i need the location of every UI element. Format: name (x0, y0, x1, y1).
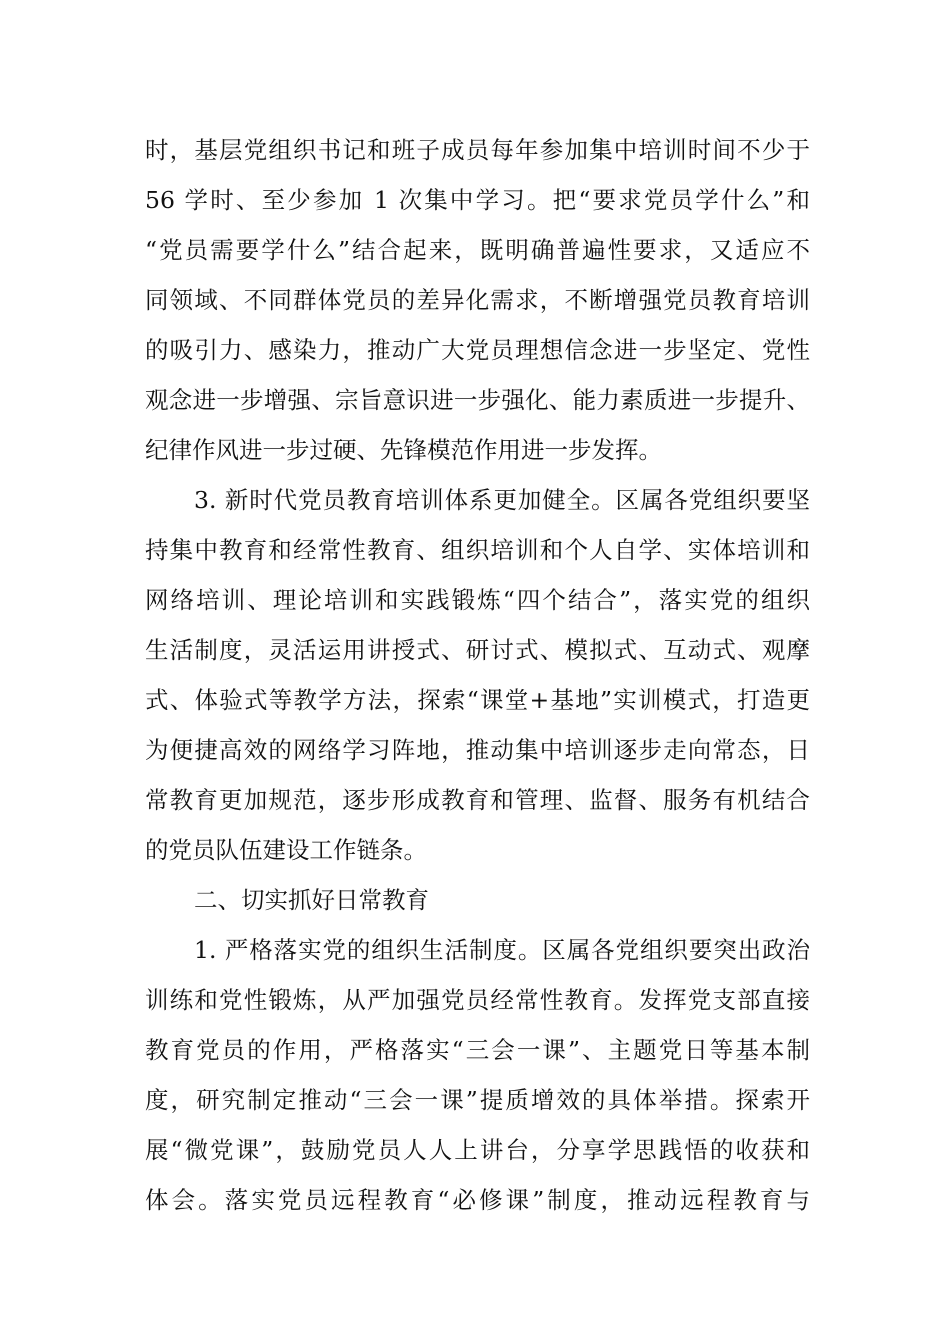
text-line: 度，研究制定推动“三会一课”提质增效的具体举措。探索开 (145, 1086, 810, 1114)
text-line: 展“微党课”，鼓励党员人人上讲台，分享学思践悟的收获和 (145, 1136, 810, 1164)
paragraph-first-line: 3. 新时代党员教育培训体系更加健全。区属各党组织要坚 (194, 486, 810, 514)
text-line: 常教育更加规范，逐步形成教育和管理、监督、服务有机结合 (145, 786, 810, 814)
text-line: 为便捷高效的网络学习阵地，推动集中培训逐步走向常态，日 (145, 736, 810, 764)
text-line: 训练和党性锻炼，从严加强党员经常性教育。发挥党支部直接 (145, 986, 810, 1014)
section-heading: 二、切实抓好日常教育 (194, 886, 429, 914)
text-line: 式、体验式等教学方法，探索“课堂+基地”实训模式，打造更 (145, 686, 810, 714)
text-line: 生活制度，灵活运用讲授式、研讨式、模拟式、互动式、观摩 (145, 636, 810, 664)
text-line: 56 学时、至少参加 1 次集中学习。把“要求党员学什么”和 (145, 186, 810, 214)
text-line: 体会。落实党员远程教育“必修课”制度，推动远程教育与 (145, 1186, 810, 1214)
text-line: 纪律作风进一步过硬、先锋模范作用进一步发挥。 (145, 436, 662, 464)
text-line: 的党员队伍建设工作链条。 (145, 836, 427, 864)
text-line: 网络培训、理论培训和实践锻炼“四个结合”，落实党的组织 (145, 586, 810, 614)
text-line: 持集中教育和经常性教育、组织培训和个人自学、实体培训和 (145, 536, 810, 564)
text-line: 的吸引力、感染力，推动广大党员理想信念进一步坚定、党性 (145, 336, 810, 364)
text-line: “党员需要学什么”结合起来，既明确普遍性要求，又适应不 (145, 236, 810, 264)
text-line: 同领域、不同群体党员的差异化需求，不断增强党员教育培训 (145, 286, 810, 314)
text-line: 教育党员的作用，严格落实“三会一课”、主题党日等基本制 (145, 1036, 810, 1064)
text-line: 观念进一步增强、宗旨意识进一步强化、能力素质进一步提升、 (145, 386, 810, 414)
text-line: 时，基层党组织书记和班子成员每年参加集中培训时间不少于 (145, 136, 810, 164)
paragraph-first-line: 1. 严格落实党的组织生活制度。区属各党组织要突出政治 (194, 936, 810, 964)
